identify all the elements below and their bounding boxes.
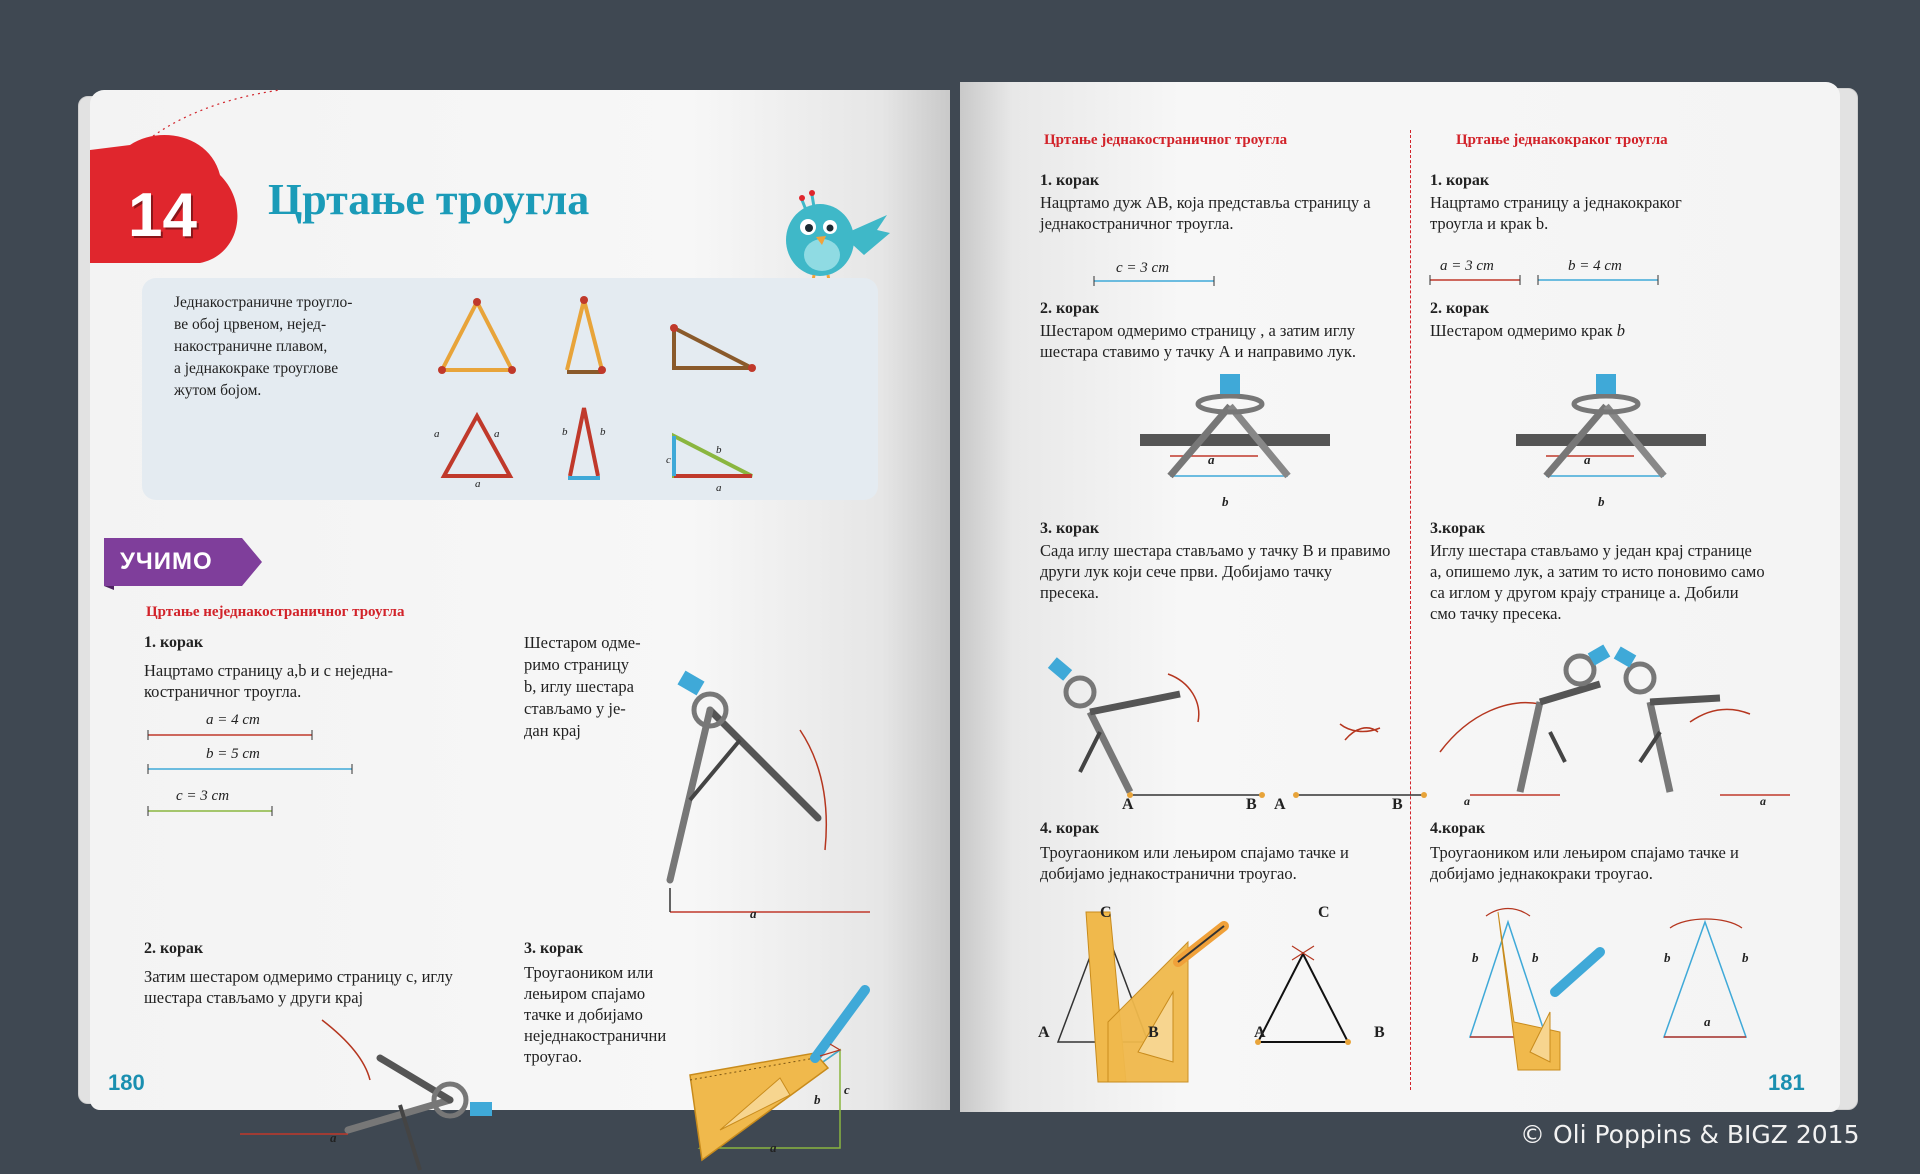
fig3-label-a: a — [770, 1140, 777, 1155]
tri-label-a: a — [434, 428, 440, 440]
ribbon-label: УЧИМО — [120, 548, 213, 575]
col2-arc-label-a: a — [1760, 794, 1766, 808]
col1-step4-text — [1040, 842, 1349, 884]
text-line: b, иглу шестара — [524, 677, 634, 696]
col1-point-B: B — [1392, 796, 1403, 813]
variable-b: b — [1616, 321, 1626, 340]
intro-line: накостраничне плавом, — [174, 338, 328, 355]
step-line: Нацртамо дуж AB, која представља страницу a — [1040, 193, 1371, 212]
tri-label-b: b — [716, 444, 722, 456]
col2-step2-heading: 2. корак — [1430, 300, 1490, 317]
step-line: добијамо једнакостранични троугао. — [1040, 864, 1297, 883]
step-line: a, опишемо лук, а затим то исто поновимо само — [1430, 562, 1765, 581]
fig2-label-a: a — [330, 1130, 337, 1145]
step-line: Шестаром одмеримо страницу , а затим иглу — [1040, 321, 1356, 340]
col1-step3-heading: 3. корак — [1040, 520, 1100, 537]
col2-step1-text — [1430, 192, 1682, 234]
step-line: тачке и добијамо — [524, 1005, 643, 1024]
step-line: Троугаоником или — [524, 963, 654, 982]
step-line: троугла и крак b. — [1430, 214, 1549, 233]
step-line: лењиром спајамо — [524, 984, 646, 1003]
col1-final-point-A: A — [1254, 1024, 1266, 1041]
arcs-figure-col1 — [1040, 642, 1400, 802]
col2-compass-label-a: a — [1584, 452, 1591, 467]
col1-point-B: B — [1246, 796, 1257, 813]
step2-heading: 2. корак — [144, 940, 204, 957]
col2-final-label-b: b — [1664, 950, 1671, 965]
step-line: једнакостраничног троугла. — [1040, 214, 1234, 233]
tri-label-a: a — [494, 428, 500, 440]
intro-line: ве обој црвеном, неjед- — [174, 316, 327, 333]
step-line: Шестаром одмеримо крак — [1430, 321, 1617, 340]
col2-title: Цртање једнакокраког троугла — [1456, 132, 1668, 148]
step-line: Троугаоником или лењиром спајамо тачке и — [1040, 843, 1349, 862]
col1-final-point-B: B — [1374, 1024, 1385, 1041]
col1-step1-text — [1040, 192, 1371, 234]
col2-segment-b — [1538, 275, 1668, 285]
col1-point-A: A — [1122, 796, 1134, 813]
col1-final-point-C: C — [1318, 904, 1330, 921]
col1-compass-label-b: b — [1222, 494, 1229, 509]
step3-text — [524, 962, 666, 1067]
matchstick-triangles — [422, 288, 842, 378]
col2-arc-label-a: a — [1464, 794, 1470, 808]
fig1-label-a: a — [750, 906, 757, 921]
step2-text — [144, 966, 453, 1008]
intro-line: жутом бојом. — [174, 382, 262, 399]
col2-step3-text — [1430, 540, 1765, 624]
step-line: Троугаоником или лењиром спајамо тачке и — [1430, 843, 1739, 862]
matchstick-equilateral — [438, 298, 516, 374]
tri-label-b: b — [562, 426, 568, 438]
col2-segment-a — [1430, 275, 1530, 285]
fig3-label-b: b — [814, 1092, 821, 1107]
step1-text — [144, 660, 393, 702]
page-number-left: 180 — [108, 1070, 145, 1095]
col2-segment-b-label: b = 4 cm — [1568, 258, 1622, 274]
col2-step4-heading: 4.корак — [1430, 820, 1486, 837]
step-line: Иглу шестара стављамо у један крај странице — [1430, 541, 1752, 560]
step-line: други лук који сече први. Добијамо тачку — [1040, 562, 1332, 581]
col2-step1-heading: 1. корак — [1430, 172, 1490, 189]
tri-label-a: a — [475, 478, 481, 490]
col1-step2-text — [1040, 320, 1356, 362]
isosceles-triangle — [570, 408, 598, 476]
col1-final-point-C: C — [1100, 904, 1112, 921]
step-line: добијамо једнакокраки троугао. — [1430, 864, 1653, 883]
step-line: смо тачку пресека. — [1430, 604, 1562, 623]
step-line: Сада иглу шестара стављамо у тачку B и правимо — [1040, 541, 1391, 560]
final-triangle-figure-col1 — [1048, 902, 1388, 1082]
col2-step4-text — [1430, 842, 1739, 884]
col1-step3-text — [1040, 540, 1390, 603]
step1-heading: 1. корак — [144, 634, 204, 651]
compass-figure-2 — [240, 1010, 540, 1170]
step-line: неједнакостранични — [524, 1026, 667, 1045]
segment-c-label: c = 3 cm — [176, 788, 230, 804]
intro-instructions — [174, 292, 384, 402]
col1-title: Цртање једнакостраничног троугла — [1044, 132, 1288, 148]
col2-final-label-b: b — [1742, 950, 1749, 965]
tri-label-c: c — [666, 454, 671, 466]
set-square-figure — [690, 970, 930, 1170]
step-line: Нацртамо страницу a,b и c неједна- — [144, 661, 393, 680]
col1-step4-heading: 4. корак — [1040, 820, 1100, 837]
chapter-number: 14 — [128, 181, 197, 250]
fig3-label-c: c — [844, 1082, 850, 1097]
text-line: стављамо у је- — [524, 699, 626, 718]
final-triangle-figure-col2 — [1450, 902, 1780, 1082]
segment-c — [148, 806, 288, 816]
step-line: шестара стављамо у други крај — [144, 988, 364, 1007]
col1-final-point-B: B — [1148, 1024, 1159, 1041]
col2-final-label-a: a — [1704, 1014, 1711, 1029]
col1-compass-label-a: a — [1208, 452, 1215, 467]
col2-final-label-b: b — [1472, 950, 1479, 965]
step-line: Затим шестаром одмеримо страницу c, иглу — [144, 967, 453, 986]
segment-b — [148, 764, 368, 774]
left-page — [90, 90, 950, 1155]
text-line: Шестаром одме- — [524, 633, 641, 652]
step-line: пресека. — [1040, 583, 1099, 602]
copyright-notice: © Oli Poppins & BIGZ 2015 — [1520, 1120, 1860, 1149]
intro-line: Једнакостраничне троугло- — [174, 294, 353, 311]
labeled-triangles — [422, 396, 842, 496]
col1-segment — [1094, 276, 1224, 286]
scalene-triangle — [674, 436, 752, 476]
page-number-right: 181 — [1768, 1070, 1805, 1095]
step-line: троугао. — [524, 1047, 582, 1066]
col2-step2-text — [1430, 320, 1625, 341]
step-line: Нацртамо страницу a једнакокраког — [1430, 193, 1682, 212]
col2-segment-a-label: a = 3 cm — [1440, 258, 1494, 274]
step-line: шестара ставимо у тачку А и направимо лук. — [1040, 342, 1356, 361]
segment-a-label: a = 4 cm — [206, 712, 260, 728]
right-page — [960, 82, 1840, 1112]
arcs-figure-col2 — [1430, 642, 1790, 802]
matchstick-scalene — [670, 324, 756, 372]
segment-b-label: b = 5 cm — [206, 746, 260, 762]
column-divider — [1410, 130, 1411, 1090]
chapter-title: Цртање троугла — [268, 175, 590, 224]
matchstick-isosceles — [567, 296, 606, 374]
step-line: са иглом у другом крају странице a. Добили — [1430, 583, 1739, 602]
col2-final-label-b: b — [1532, 950, 1539, 965]
col1-final-point-A: A — [1038, 1024, 1050, 1041]
col1-point-A: A — [1274, 796, 1286, 813]
col2-compass-label-b: b — [1598, 494, 1605, 509]
section-title-scalene: Цртање неједнакостраничног троугла — [146, 604, 405, 620]
step3-heading: 3. корак — [524, 940, 584, 957]
compass-figure-1 — [650, 650, 910, 930]
col1-segment-label: c = 3 cm — [1116, 260, 1170, 276]
tri-label-a: a — [716, 482, 722, 494]
tri-label-b: b — [600, 426, 606, 438]
intro-exercise-box — [142, 278, 878, 500]
text-line: римо страницу — [524, 655, 629, 674]
text-line: дан крај — [524, 721, 581, 740]
equilateral-triangle — [444, 416, 510, 476]
compass-ruler-figure-col1 — [1140, 364, 1340, 504]
col2-step3-heading: 3.корак — [1430, 520, 1486, 537]
col1-step1-heading: 1. корак — [1040, 172, 1100, 189]
compass-ruler-figure-col2 — [1516, 364, 1716, 504]
segment-a — [148, 730, 328, 740]
intro-line: а једнакокраке троуглове — [174, 360, 339, 377]
col1-step2-heading: 2. корак — [1040, 300, 1100, 317]
compass-measure-text — [524, 632, 641, 742]
step-line: костраничног троугла. — [144, 682, 302, 701]
